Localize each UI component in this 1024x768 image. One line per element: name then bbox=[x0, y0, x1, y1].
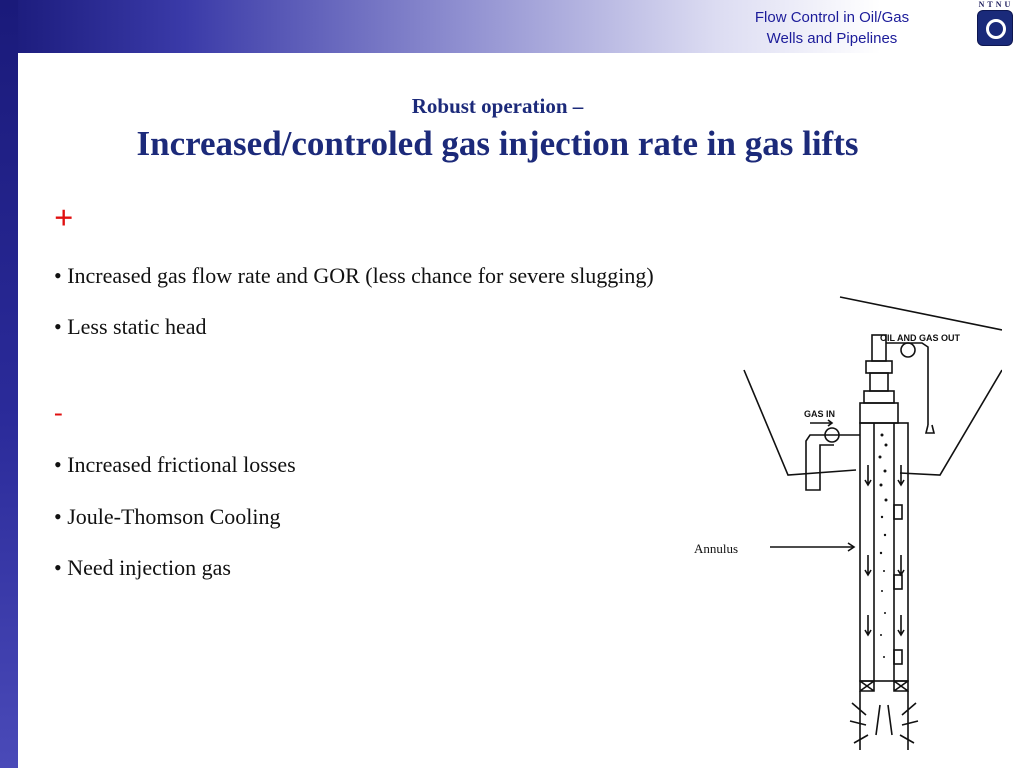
gas-lift-valve bbox=[894, 575, 902, 589]
right-seabed-line bbox=[900, 370, 1002, 475]
outlet-pipe-end bbox=[926, 425, 934, 433]
course-title-line2: Wells and Pipelines bbox=[766, 30, 898, 47]
casing-lower bbox=[860, 691, 908, 750]
wellhead-base bbox=[860, 403, 898, 423]
down-arrow bbox=[898, 615, 904, 635]
packer-right bbox=[894, 681, 908, 691]
course-title bbox=[722, 7, 942, 49]
con-item: • Joule-Thomson Cooling bbox=[54, 504, 281, 529]
gas-lift-valve bbox=[894, 650, 902, 664]
surface-line bbox=[840, 297, 1002, 330]
outlet-pipe bbox=[886, 343, 928, 425]
wellhead-flange bbox=[866, 361, 892, 373]
oil-gas-out-label: OIL AND GAS OUT bbox=[880, 333, 961, 343]
wellhead-flange-lower bbox=[864, 391, 894, 403]
con-item: • Need injection gas bbox=[54, 555, 231, 580]
slide-subtitle: Robust operation – bbox=[411, 94, 584, 118]
production-tubing bbox=[874, 423, 894, 681]
down-arrow bbox=[865, 615, 871, 635]
ntnu-logo-text: NTNU bbox=[978, 0, 1014, 9]
packer-left bbox=[860, 681, 874, 691]
down-arrow bbox=[898, 465, 904, 485]
well-casing bbox=[860, 423, 908, 681]
cons-sign: - bbox=[54, 398, 63, 427]
gas-lift-well-diagram bbox=[740, 295, 1002, 755]
slide-title: Increased/controled gas injection rate in gas lifts bbox=[136, 124, 859, 163]
outlet-valve bbox=[901, 343, 915, 357]
pros-sign: + bbox=[54, 200, 74, 237]
gas-in-label: GAS IN bbox=[804, 409, 836, 419]
annulus-label: Annulus bbox=[694, 541, 739, 556]
gas-bubbles bbox=[879, 434, 888, 659]
gas-lift-valve bbox=[894, 505, 902, 519]
con-item: • Increased frictional losses bbox=[54, 452, 296, 477]
ntnu-logo bbox=[975, 0, 1017, 52]
wellhead-valve bbox=[870, 373, 888, 391]
pro-item: • Increased gas flow rate and GOR (less chance for severe slugging) bbox=[54, 263, 654, 288]
gas-in-pipe bbox=[806, 435, 860, 490]
down-arrow bbox=[865, 465, 871, 485]
left-seabed-line bbox=[744, 370, 856, 475]
down-arrow bbox=[865, 555, 871, 575]
ntnu-logo-icon bbox=[978, 11, 1012, 45]
course-title-line1: Flow Control in Oil/Gas bbox=[754, 9, 910, 26]
down-arrow bbox=[898, 555, 904, 575]
pro-item: • Less static head bbox=[54, 314, 207, 339]
